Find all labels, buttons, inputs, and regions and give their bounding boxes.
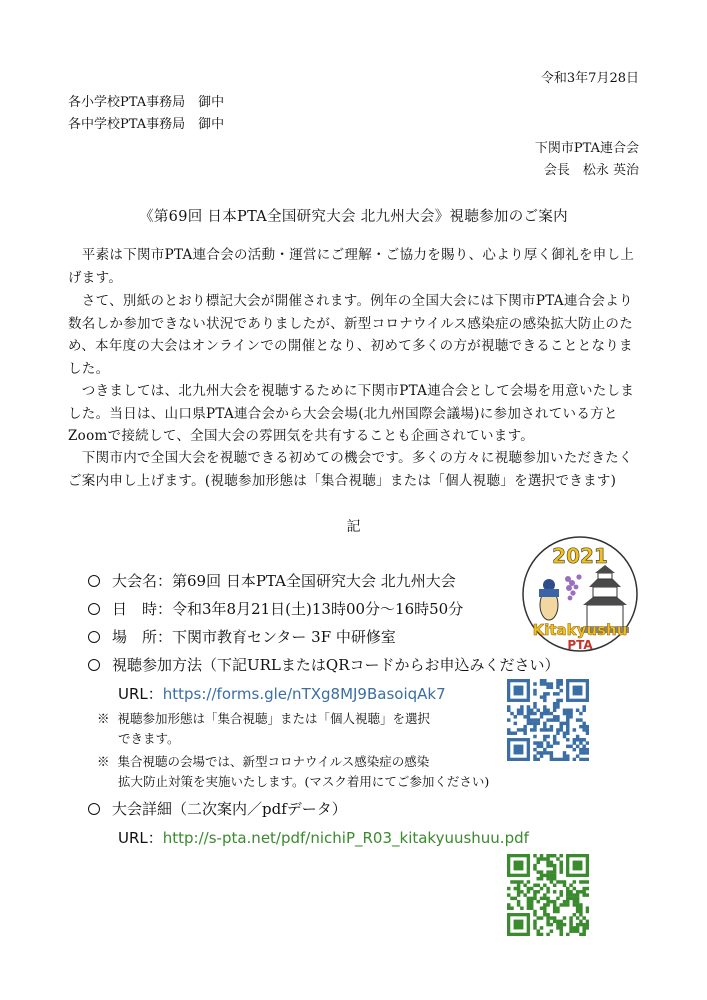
detail-qr-code[interactable]	[507, 854, 589, 936]
logo-year: 2021	[552, 544, 608, 568]
paragraph-venue: つきましては、北九州大会を視聴するために下関市PTA連合会として会場を用意いたしました。当日は、山口県PTA連合会から大会会場(北九州国際会議場)に参加されている方とZoomで接続して、全国大会の雰囲気を共有することも企画されています。	[68, 383, 635, 444]
registration-url-link[interactable]: https://forms.gle/nTXg8MJ9BasoiqAk7	[162, 685, 446, 703]
note-2-continued: 拡大防止対策を実施いたします。(マスク着用にてご参加ください)	[118, 774, 490, 789]
kitakyushu-logo	[521, 535, 639, 653]
registration-url-row: URL：https://forms.gle/nTXg8MJ9BasoiqAk7	[118, 685, 446, 703]
sender-name: 会長 松永 英治	[543, 163, 639, 178]
circle-bullet-icon	[88, 659, 100, 671]
sender-organization: 下関市PTA連合会	[534, 141, 639, 156]
circle-bullet-icon	[88, 603, 100, 615]
document-date: 令和3年7月28日	[540, 71, 639, 86]
circle-bullet-icon	[88, 575, 100, 587]
circle-bullet-icon	[88, 803, 100, 815]
detail-url-link[interactable]: http://s-pta.net/pdf/nichiP_R03_kitakyuushuu.pdf	[162, 829, 529, 847]
item-detail: 大会詳細（二次案内／pdfデータ）	[88, 797, 347, 821]
note-2: ※ 集合視聴の会場では、新型コロナウイルス感染症の感染	[97, 754, 430, 769]
paragraph-invitation: 下関市内で全国大会を視聴できる初めての機会です。多くの方々に視聴参加いただきたくご案内申し上げます。(視聴参加形態は「集合視聴」または「個人視聴」を選択できます)	[68, 450, 633, 489]
recipient-junior-high: 各中学校PTA事務局 御中	[68, 117, 225, 132]
note-1: ※ 視聴参加形態は「集合視聴」または「個人視聴」を選択	[97, 711, 430, 726]
circle-bullet-icon	[88, 631, 100, 643]
item-place: 場 所：下関市教育センター 3F 中研修室	[88, 625, 396, 649]
page-title: 《第69回 日本PTA全国研究大会 北九州大会》視聴参加のご案内	[139, 209, 568, 225]
paragraph-event: さて、別紙のとおり標記大会が開催されます。例年の全国大会には下関市PTA連合会より数名しか参加できない状況でありましたが、新型コロナウイルス感染症の感染拡大防止のため、本年度の大会はオンラインでの開催となり、初めて多くの方が視聴できることとなりました。	[68, 293, 633, 377]
detail-url-row: URL：http://s-pta.net/pdf/nichiP_R03_kitakyuushuu.pdf	[118, 829, 529, 847]
note-1-continued: できます。	[118, 731, 180, 746]
logo-org: PTA	[567, 638, 593, 652]
item-datetime: 日 時：令和3年8月21日(土)13時00分～16時50分	[88, 597, 463, 621]
item-method: 視聴参加方法（下記URLまたはQRコードからお申込みください）	[88, 653, 560, 677]
ki-heading: 記	[346, 519, 361, 535]
logo-city: Kitakyushu	[532, 621, 628, 639]
paragraph-greeting: 平素は下関市PTA連合会の活動・運営にご理解・ご協力を賜り、心より厚く御礼を申し上げます。	[68, 247, 635, 286]
registration-qr-code[interactable]	[507, 679, 589, 761]
recipient-elementary: 各小学校PTA事務局 御中	[68, 95, 225, 110]
item-event-name: 大会名：第69回 日本PTA全国研究大会 北九州大会	[88, 569, 456, 593]
